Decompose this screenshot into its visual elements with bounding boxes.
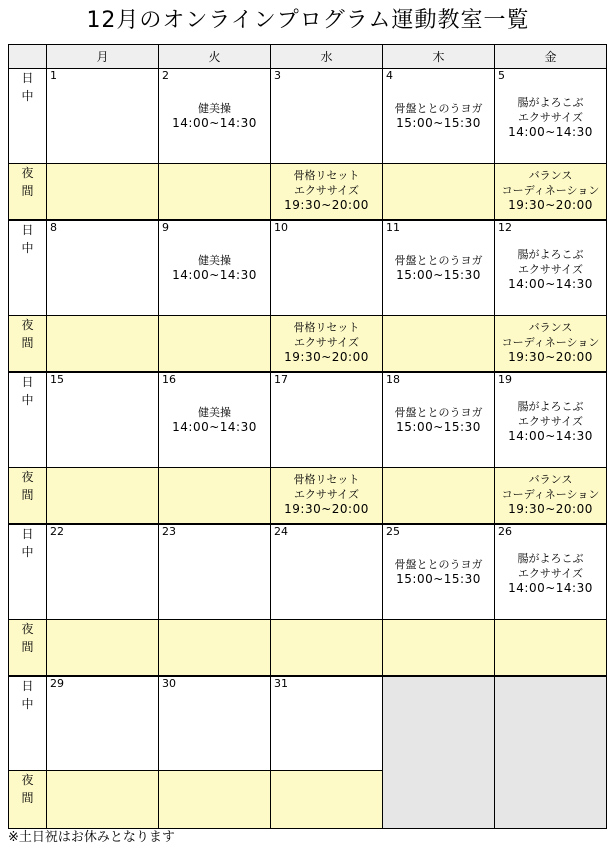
class-event [495,168,606,213]
class-name-line2: エクササイズ [517,263,584,276]
cell-content [495,677,606,828]
day-row-label-char: 日 [21,527,34,541]
night-row-label [9,316,47,373]
class-time: 14:00~14:30 [508,429,593,443]
day-row-label-char: 中 [21,241,34,255]
date-number: 18 [386,373,400,386]
cell-content [495,221,606,315]
day-cell-thu [383,69,495,164]
class-name: 健美操 [198,102,231,115]
date-number: 11 [386,221,400,234]
cell-content [271,164,382,219]
day-cell-wed [271,69,383,164]
night-row-label-char: 夜 [21,318,34,332]
night-cell-tue [159,771,271,829]
class-name-line2: エクササイズ [517,415,584,428]
cell-content [159,677,270,770]
class-event [495,95,606,140]
cell-content [47,771,158,828]
day-cell-wed [271,524,383,620]
night-row-label [9,620,47,677]
cell-content [47,620,158,675]
night-cell-wed [271,164,383,221]
class-name: 骨盤ととのうヨガ [394,406,483,419]
class-name: 腸がよろこぶ [517,248,584,261]
day-cell-mon [47,220,159,316]
night-row-label [9,164,47,221]
class-name-line2: エクササイズ [293,184,360,197]
day-cell-tue [159,676,271,771]
day-cell-thu [383,676,495,829]
day-row-label [9,676,47,771]
cell-content [47,373,158,467]
class-event [159,405,270,435]
cell-content [495,316,606,371]
day-cell-mon [47,69,159,164]
date-number: 24 [274,525,288,538]
class-time: 14:00~14:30 [172,116,257,130]
class-event [271,168,382,213]
night-cell-mon [47,164,159,221]
day-row-label-char: 中 [21,545,34,559]
night-cell-wed [271,771,383,829]
date-number: 16 [162,373,176,386]
weekday-tue: 火 [159,45,271,69]
class-time: 19:30~20:00 [284,502,369,516]
night-cell-wed [271,468,383,525]
class-event [271,472,382,517]
class-name-line2: エクササイズ [517,567,584,580]
class-time: 19:30~20:00 [284,198,369,212]
class-time: 14:00~14:30 [508,277,593,291]
cell-content [47,468,158,523]
cell-content [159,373,270,467]
night-cell-tue [159,620,271,677]
day-cell-wed [271,676,383,771]
night-row-label-char: 間 [21,488,34,502]
cell-content [495,468,606,523]
cell-content [159,771,270,828]
date-number: 12 [498,221,512,234]
night-cell-tue [159,316,271,373]
night-cell-fri [495,620,607,677]
night-cell-mon [47,468,159,525]
class-name: 骨格リセット [293,169,360,182]
class-time: 15:00~15:30 [396,572,481,586]
class-time: 19:30~20:00 [508,350,593,364]
night-row-label-char: 夜 [21,470,34,484]
class-event [159,101,270,131]
day-cell-tue [159,220,271,316]
cell-content [383,221,494,315]
day-row-label-char: 日 [21,223,34,237]
night-row-label-char: 間 [21,184,34,198]
class-time: 14:00~14:30 [508,125,593,139]
class-time: 14:00~14:30 [172,268,257,282]
cell-content [47,677,158,770]
date-number: 29 [50,677,64,690]
class-time: 19:30~20:00 [284,350,369,364]
date-number: 3 [274,69,281,82]
cell-content [271,525,382,619]
cell-content [47,221,158,315]
day-cell-mon [47,676,159,771]
date-number: 31 [274,677,288,690]
night-row-label-char: 間 [21,791,34,805]
day-cell-thu [383,524,495,620]
cell-content [495,373,606,467]
weekday-mon: 月 [47,45,159,69]
night-row-label-char: 夜 [21,622,34,636]
week-1-day-row [9,69,607,164]
cell-content [383,316,494,371]
weekday-wed: 水 [271,45,383,69]
cell-content [159,468,270,523]
day-row-label [9,69,47,164]
night-row-label-char: 間 [21,640,34,654]
weekday-header-row [9,45,607,69]
schedule-calendar [8,44,607,829]
date-number: 22 [50,525,64,538]
class-event [159,253,270,283]
cell-content [47,69,158,163]
holiday-note: ※土日祝はお休みとなります [8,830,175,845]
day-cell-fri [495,524,607,620]
date-number: 8 [50,221,57,234]
day-row-label-char: 日 [21,679,34,693]
class-event [495,551,606,596]
day-row-label-char: 中 [21,697,34,711]
date-number: 17 [274,373,288,386]
cell-content [271,677,382,770]
cell-content [271,620,382,675]
cell-content [271,468,382,523]
class-name: 骨盤ととのうヨガ [394,558,483,571]
day-cell-tue [159,372,271,468]
night-cell-mon [47,316,159,373]
class-name: 腸がよろこぶ [517,552,584,565]
class-time: 15:00~15:30 [396,268,481,282]
cell-content [271,316,382,371]
class-name: 腸がよろこぶ [517,96,584,109]
weekday-thu: 木 [383,45,495,69]
class-name-line2: エクササイズ [517,111,584,124]
night-cell-thu [383,316,495,373]
cell-content [383,373,494,467]
week-1-night-row [9,164,607,221]
class-time: 15:00~15:30 [396,116,481,130]
date-number: 30 [162,677,176,690]
class-name-line2: エクササイズ [293,488,360,501]
week-3-day-row [9,372,607,468]
cell-content [383,620,494,675]
cell-content [159,620,270,675]
class-event [271,320,382,365]
class-event [383,405,494,435]
class-name: 腸がよろこぶ [517,400,584,413]
date-number: 19 [498,373,512,386]
night-cell-mon [47,620,159,677]
class-name-line2: コーディネーション [501,184,600,197]
class-event [495,399,606,444]
class-event [383,557,494,587]
cell-content [159,221,270,315]
date-number: 26 [498,525,512,538]
class-time: 19:30~20:00 [508,502,593,516]
cell-content [495,525,606,619]
cell-content [159,69,270,163]
night-cell-thu [383,468,495,525]
class-event [495,320,606,365]
class-name: 健美操 [198,254,231,267]
cell-content [271,69,382,163]
day-row-label [9,220,47,316]
date-number: 15 [50,373,64,386]
date-number: 1 [50,69,57,82]
night-cell-wed [271,620,383,677]
night-cell-tue [159,468,271,525]
class-name: 骨格リセット [293,473,360,486]
cell-content [383,525,494,619]
day-cell-mon [47,524,159,620]
day-row-label-char: 日 [21,375,34,389]
day-cell-fri [495,372,607,468]
day-cell-fri [495,220,607,316]
cell-content [159,316,270,371]
week-2-night-row [9,316,607,373]
cell-content [383,468,494,523]
class-event [383,101,494,131]
class-name: バランス [528,473,573,486]
header-corner [9,45,47,69]
class-name: バランス [528,321,573,334]
class-name-line2: コーディネーション [501,336,600,349]
class-name: 骨盤ととのうヨガ [394,254,483,267]
class-time: 14:00~14:30 [172,420,257,434]
class-event [383,253,494,283]
day-cell-thu [383,372,495,468]
day-row-label-char: 中 [21,393,34,407]
week-3-night-row [9,468,607,525]
date-number: 25 [386,525,400,538]
date-number: 23 [162,525,176,538]
cell-content [383,164,494,219]
class-name: 骨盤ととのうヨガ [394,102,483,115]
date-number: 2 [162,69,169,82]
day-row-label-char: 日 [21,71,34,85]
class-time: 15:00~15:30 [396,420,481,434]
day-row-label-char: 中 [21,89,34,103]
date-number: 5 [498,69,505,82]
day-cell-fri [495,676,607,829]
class-name: 健美操 [198,406,231,419]
class-name-line2: コーディネーション [501,488,600,501]
night-cell-thu [383,164,495,221]
class-name: バランス [528,169,573,182]
day-row-label [9,524,47,620]
night-cell-wed [271,316,383,373]
day-cell-wed [271,220,383,316]
cell-content [495,620,606,675]
cell-content [47,316,158,371]
night-row-label [9,771,47,829]
night-row-label [9,468,47,525]
weekday-fri: 金 [495,45,607,69]
night-cell-thu [383,620,495,677]
cell-content [271,221,382,315]
class-name: 骨格リセット [293,321,360,334]
week-2-day-row [9,220,607,316]
night-cell-tue [159,164,271,221]
class-name-line2: エクササイズ [293,336,360,349]
date-number: 9 [162,221,169,234]
date-number: 4 [386,69,393,82]
week-5-day-row [9,676,607,771]
class-event [495,247,606,292]
night-row-label-char: 間 [21,336,34,350]
week-4-night-row [9,620,607,677]
date-number: 10 [274,221,288,234]
day-cell-wed [271,372,383,468]
day-row-label [9,372,47,468]
cell-content [383,69,494,163]
night-cell-fri [495,164,607,221]
cell-content [271,373,382,467]
cell-content [271,771,382,828]
night-cell-mon [47,771,159,829]
day-cell-mon [47,372,159,468]
day-cell-fri [495,69,607,164]
night-cell-fri [495,316,607,373]
cell-content [495,164,606,219]
cell-content [159,525,270,619]
class-time: 19:30~20:00 [508,198,593,212]
cell-content [383,677,494,828]
day-cell-tue [159,524,271,620]
class-event [495,472,606,517]
cell-content [47,525,158,619]
cell-content [47,164,158,219]
class-time: 14:00~14:30 [508,581,593,595]
day-cell-tue [159,69,271,164]
page-title: 12月のオンラインプログラム運動教室一覧 [86,8,530,33]
cell-content [159,164,270,219]
night-cell-fri [495,468,607,525]
cell-content [495,69,606,163]
week-4-day-row [9,524,607,620]
day-cell-thu [383,220,495,316]
night-row-label-char: 夜 [21,773,34,787]
night-row-label-char: 夜 [21,166,34,180]
